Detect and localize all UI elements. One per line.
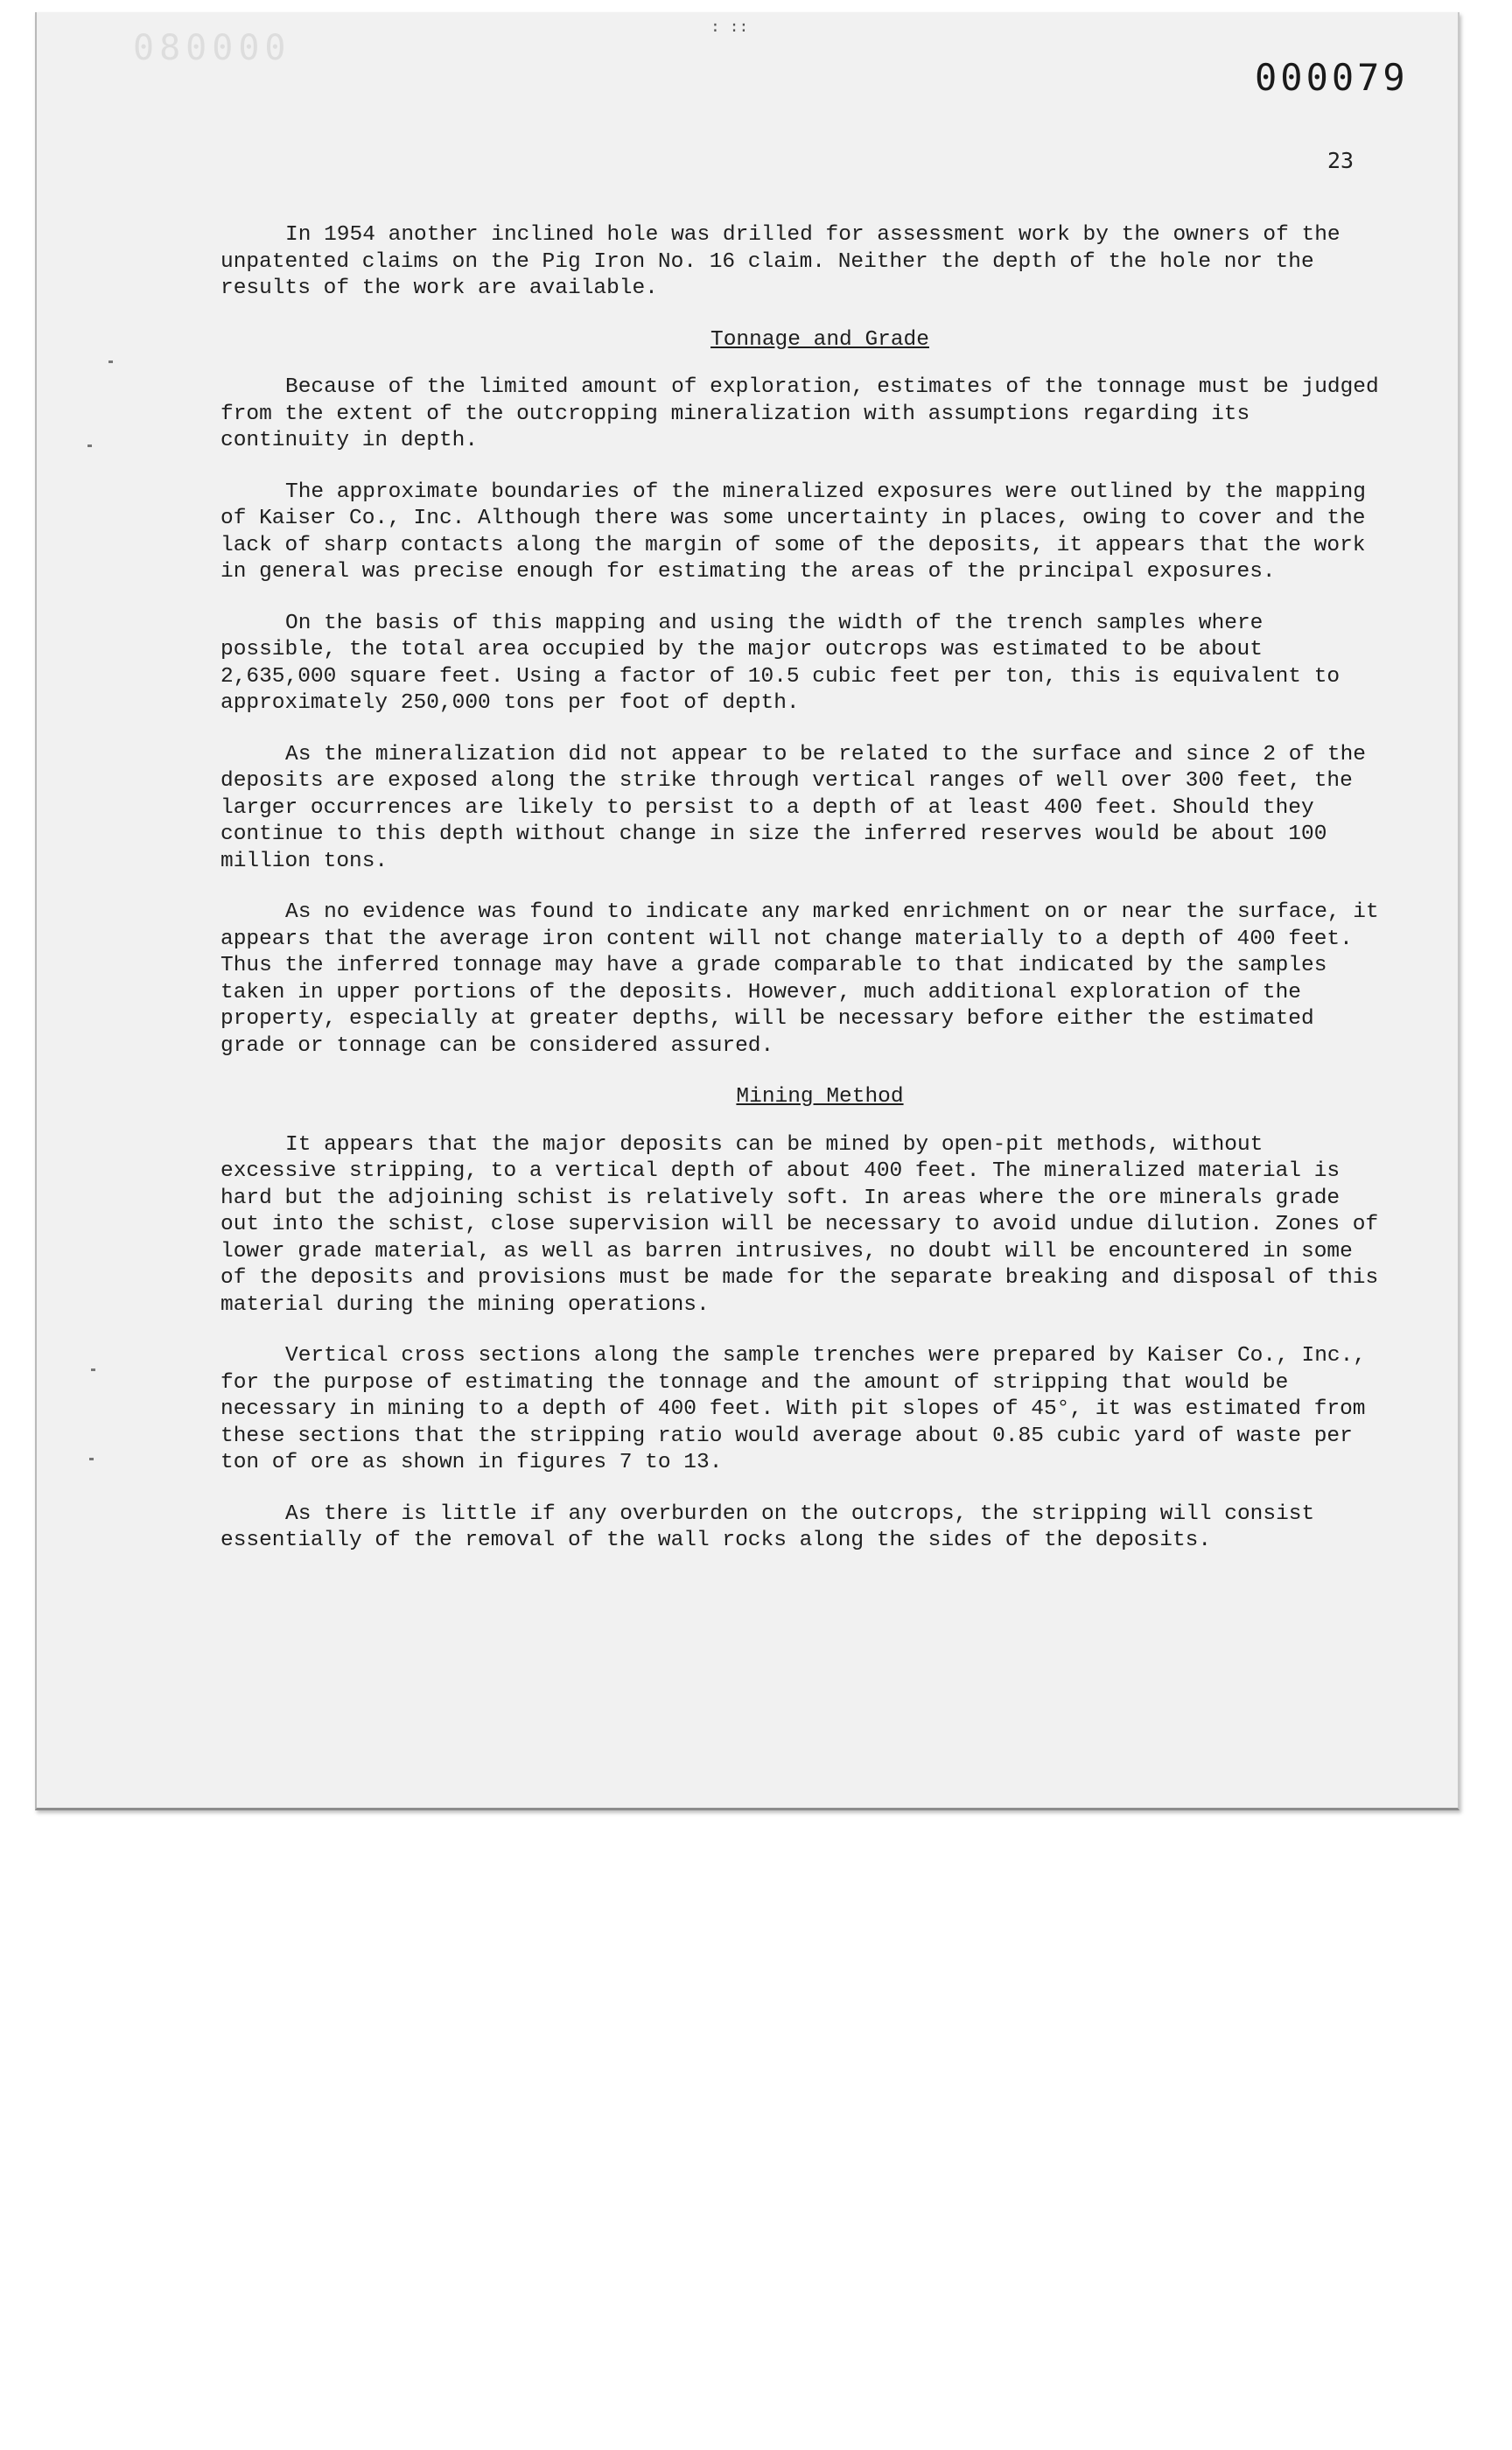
scan-speck: [88, 444, 92, 447]
page-number: 23: [1327, 148, 1354, 173]
paragraph-inferred-reserves: As the mineralization did not appear to be related to the surface and since 2 of the deposits are exposed along the strike through vertical ranges of well over 300 feet, the larger occurrences are likely to persist to a depth of at least 400 feet. Should they continue to this depth without change in size the inferred reserves would be about 100 million tons.: [220, 742, 1367, 873]
bleed-through-stamp: : ::: [710, 18, 749, 36]
heading-tonnage-and-grade: Tonnage and Grade: [710, 327, 929, 352]
document-number: 000079: [1255, 56, 1409, 99]
scan-speck: [108, 360, 113, 363]
heading-mining-method: Mining Method: [736, 1085, 904, 1109]
paragraph-tonnage-estimates: Because of the limited amount of exploration, estimates of the tonnage must be judged from the extent of the outcropping mineralization with assumptions regarding its continuity in depth.: [220, 375, 1379, 452]
document-page: [35, 12, 1460, 1810]
paragraph-boundaries: The approximate boundaries of the mineralized exposures were outlined by the mapping of Kaiser Co., Inc. Although there was some uncertainty in places, owing to cover and the lack of sharp contacts along the margin of some of the deposits, it appears that the work in general was precise enough for estimating the areas of the principal exposures.: [220, 480, 1367, 584]
scan-speck: [89, 1458, 94, 1460]
scan-speck: [91, 1368, 95, 1371]
paragraph-1954-hole: In 1954 another inclined hole was drilled for assessment work by the owners of the unpatented claims on the Pig Iron No. 16 claim. Neither the depth of the hole nor the results of the work are available.: [220, 223, 1340, 300]
paragraph-open-pit: It appears that the major deposits can be mined by open-pit methods, without excessive stripping, to a vertical depth of about 400 feet. The mineralized material is hard but the adjoining schist is relatively soft. In areas where the ore minerals grade out into the schist, close supervision will be necessary to avoid undue dilution. Zones of lower grade material, as well as barren intrusives, no doubt will be encountered in some of the deposits and provisions must be made for the separate breaking and disposal of this material during the mining operations.: [220, 1132, 1379, 1317]
body-text: [220, 222, 1384, 1579]
paragraph-area-estimate: On the basis of this mapping and using the width of the trench samples where possible, the total area occupied by the major outcrops was estimated to be about 2,635,000 square feet. Using a factor of 10.5 cubic feet per ton, this is equivalent to approximately 250,000 tons per foot of depth.: [220, 611, 1340, 715]
bleed-through-text: 080000: [133, 28, 291, 68]
paragraph-grade: As no evidence was found to indicate any marked enrichment on or near the surface, it appears that the average iron content will not change materially to a depth of 400 feet. Thus the inferred tonnage may have a grade comparable to that indicated by the samples taken in upper portions of the deposits. However, much additional exploration of the property, especially at greater depths, will be necessary before either the estimated grade or tonnage can be considered assured.: [220, 900, 1379, 1058]
paragraph-overburden: As there is little if any overburden on the outcrops, the stripping will consist essentially of the removal of the wall rocks along the sides of the deposits.: [220, 1502, 1315, 1552]
paragraph-cross-sections: Vertical cross sections along the sample trenches were prepared by Kaiser Co., Inc., for the purpose of estimating the tonnage and the amount of stripping that would be necessary in mining to a depth of 400 feet. With pit slopes of 45°, it was estimated from these sections that the stripping ratio would average about 0.85 cubic yard of waste per ton of ore as shown in figures 7 to 13.: [220, 1344, 1367, 1474]
